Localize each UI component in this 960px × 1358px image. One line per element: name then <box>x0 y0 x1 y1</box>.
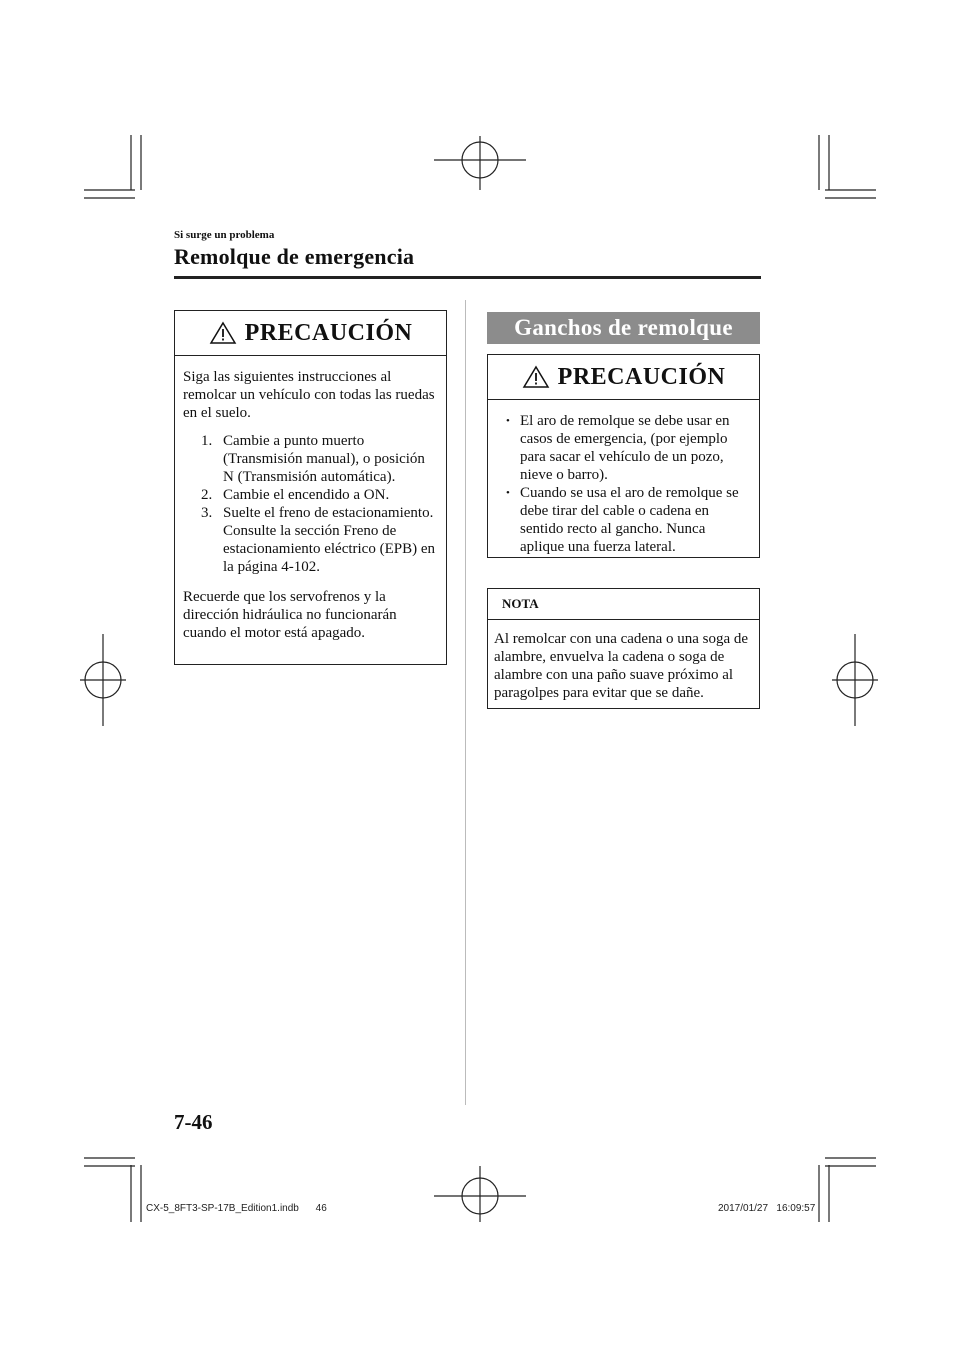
title-rule <box>174 276 761 279</box>
section-banner: Ganchos de remolque <box>487 312 760 344</box>
caution-intro: Siga las siguientes instrucciones al remolcar un vehículo con todas las ruedas en el suelo. <box>183 369 435 421</box>
caution-body <box>175 356 446 652</box>
caution-body <box>488 400 759 566</box>
section-label: Si surge un problema <box>174 229 275 241</box>
column-divider <box>465 300 466 1105</box>
steps-list <box>183 432 436 576</box>
caution-header <box>488 355 759 400</box>
step-number: 1. <box>201 433 213 449</box>
list-item <box>183 432 436 486</box>
footer-filename: CX-5_8FT3-SP-17B_Edition1.indb <box>146 1203 299 1214</box>
step-text: Suelte el freno de estacionamiento. Consulte la sección Freno de estacionamiento eléctrico (EPB) en la página 4-102. <box>223 505 435 575</box>
caution-box-right <box>487 354 760 558</box>
step-text: Cambie el encendido a ON. <box>223 487 390 503</box>
warning-triangle-icon <box>522 365 550 389</box>
warning-triangle-icon <box>209 321 237 345</box>
footer-file <box>146 1203 327 1214</box>
footer-file-page: 46 <box>315 1203 327 1214</box>
list-item: • Cuando se usa el aro de remolque se debe tirar del cable o cadena en sentido recto al gancho. Nunca aplique una fuerza lateral. <box>496 484 749 556</box>
caution-outro: Recuerde que los servofrenos y la dirección hidráulica no funcionarán cuando el motor está apagado. <box>183 589 397 641</box>
note-box <box>487 588 760 709</box>
caution-header <box>175 311 446 356</box>
bullet-list <box>496 412 749 556</box>
list-item <box>183 486 436 504</box>
caution-title: PRECAUCIÓN <box>557 363 726 390</box>
note-text: Al remolcar con una cadena o una soga de alambre, envuelva la cadena o soga de alambre con una paño suave próximo al paragolpes para evitar que se dañe. <box>494 631 749 701</box>
caution-box-left <box>174 310 447 665</box>
step-number: 2. <box>201 487 213 503</box>
list-item <box>183 504 436 576</box>
page-number: 7-46 <box>174 1110 213 1134</box>
caution-title: PRECAUCIÓN <box>244 319 413 346</box>
page-title: Remolque de emergencia <box>174 244 415 269</box>
step-text: Cambie a punto muerto (Transmisión manual), o posición N (Transmisión automática). <box>223 433 425 485</box>
footer-timestamp: 2017/01/27 16:09:57 <box>718 1203 816 1214</box>
list-item: • El aro de remolque se debe usar en casos de emergencia, (por ejemplo para sacar el vehículo de un pozo, nieve o barro). <box>496 412 749 484</box>
note-title: NOTA <box>488 589 759 620</box>
step-number: 3. <box>201 505 213 521</box>
